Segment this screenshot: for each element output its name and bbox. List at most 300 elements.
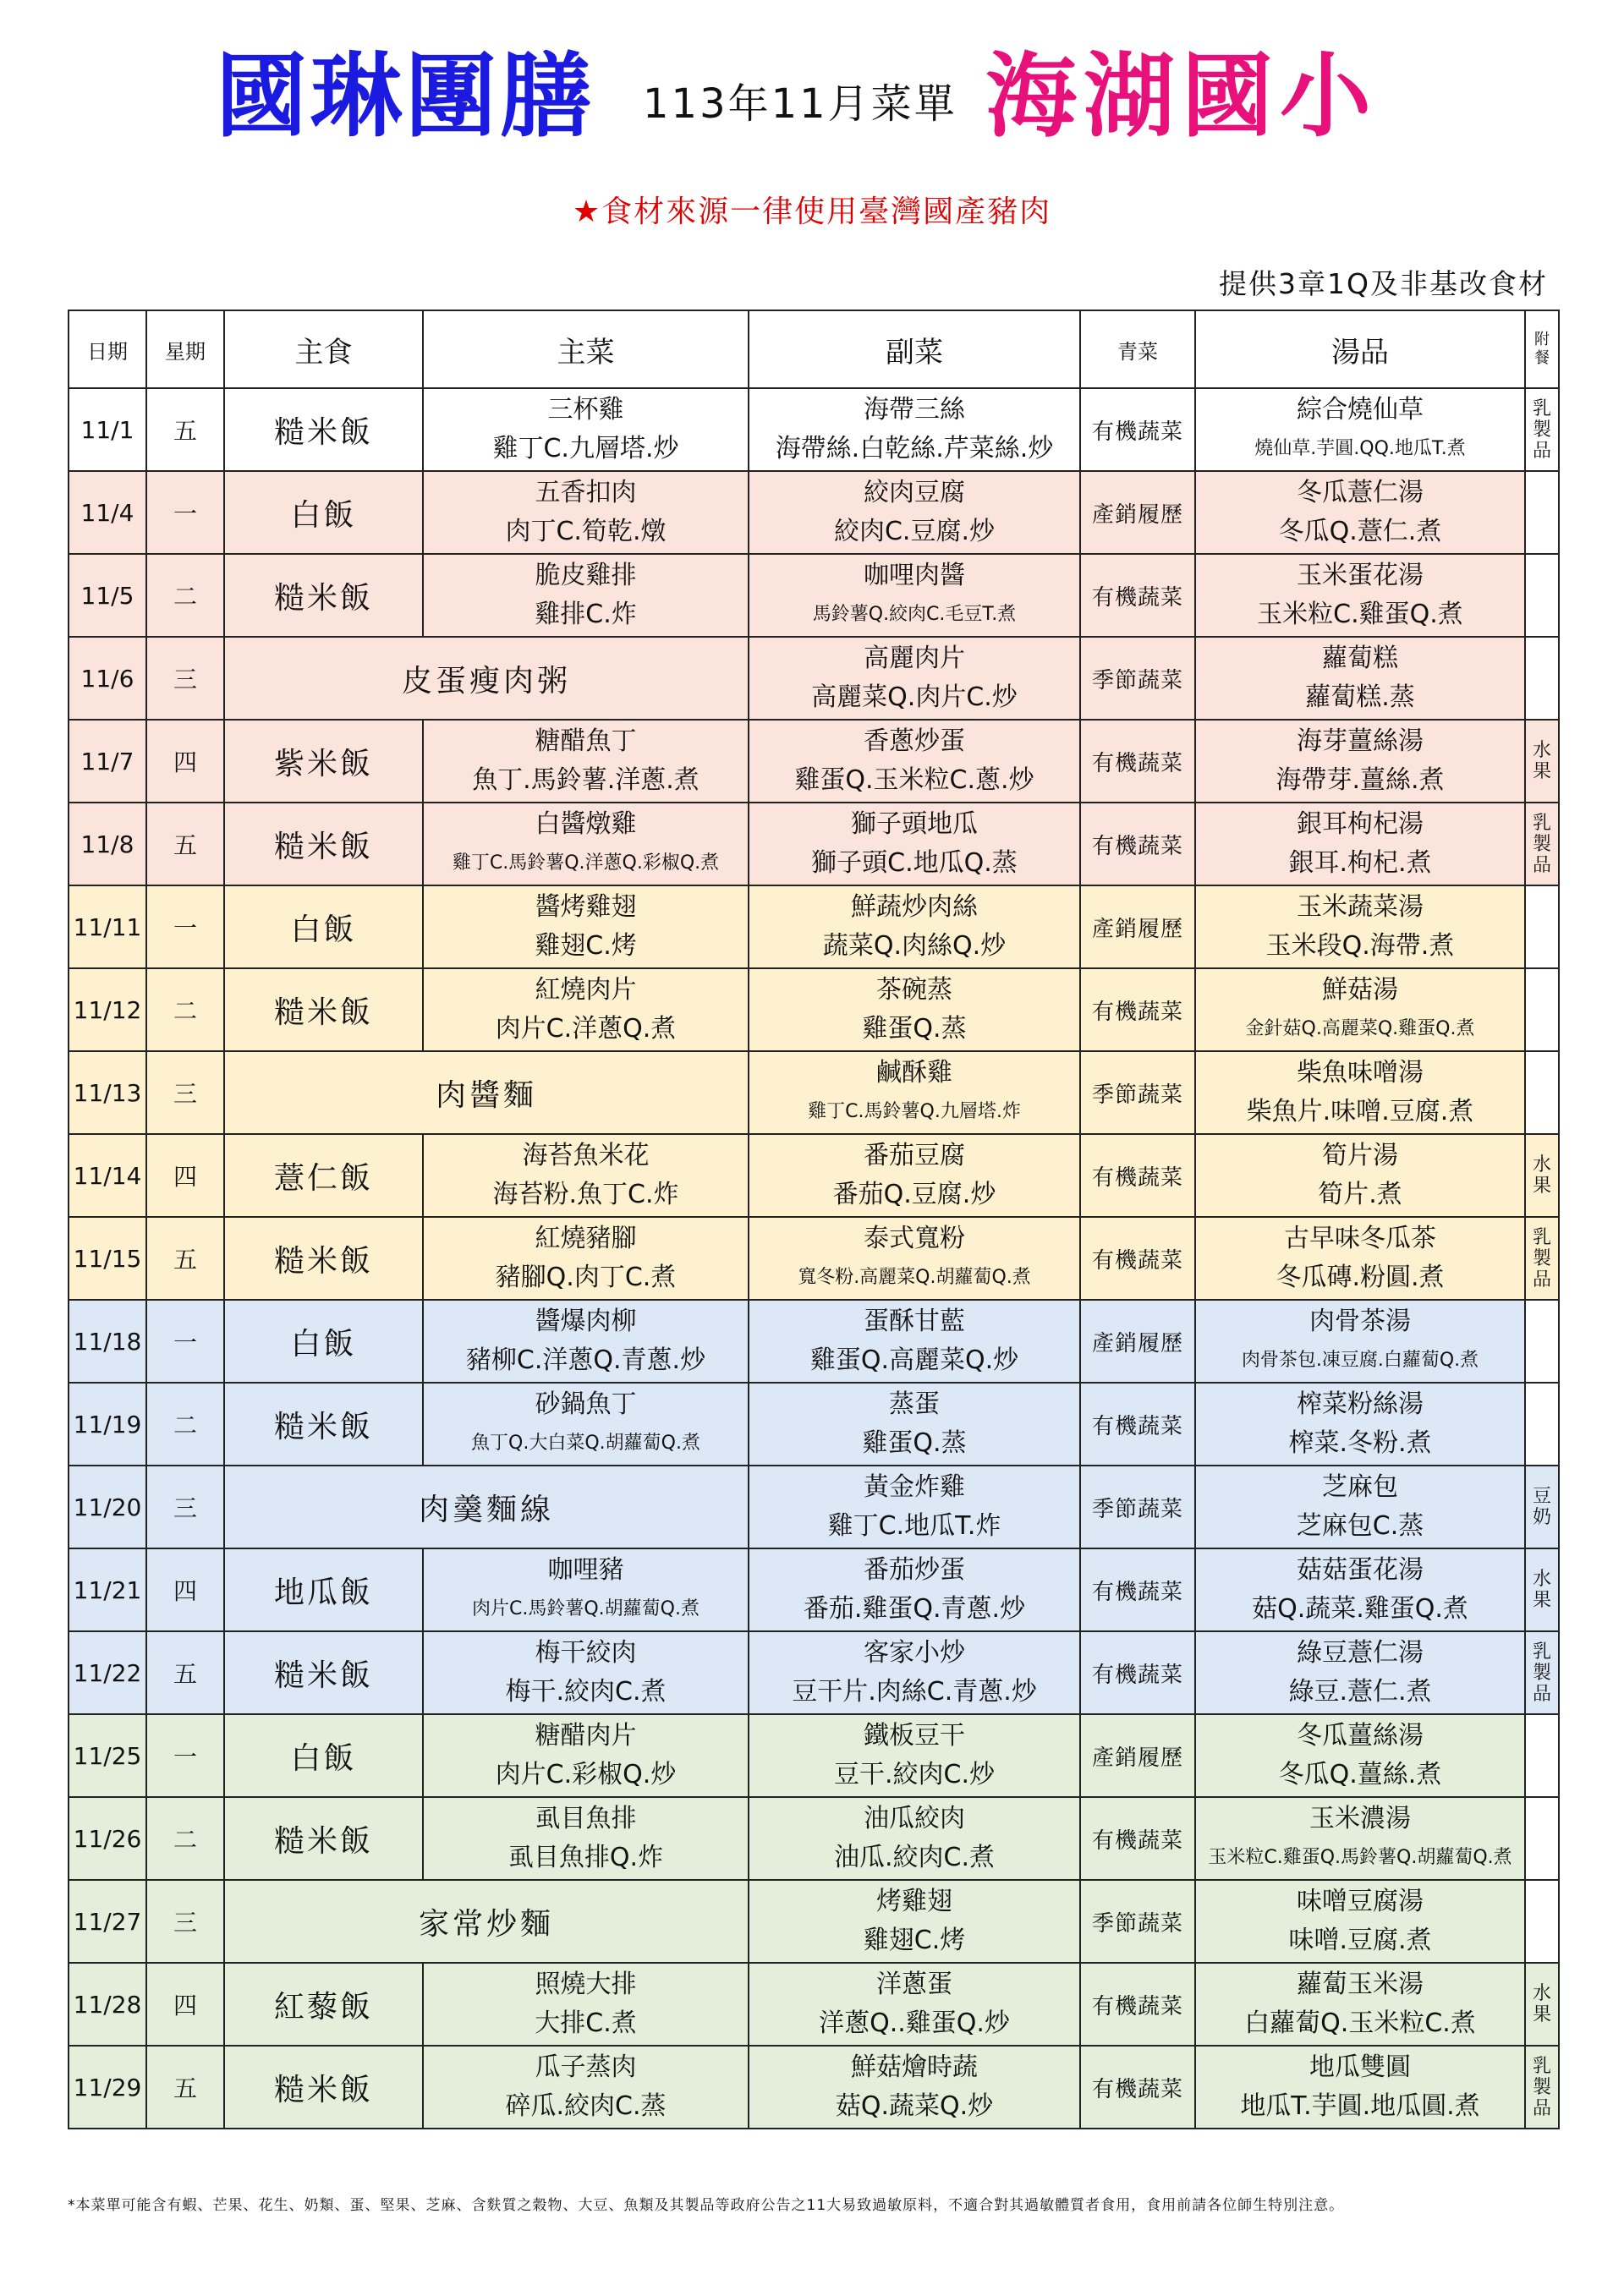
side-dish-name: 番茄炒蛋	[864, 1555, 965, 1585]
side-dish-ingredients: 雞蛋Q.蒸	[862, 1014, 967, 1044]
col-veg: 青菜	[1080, 310, 1195, 388]
side-dish-name: 洋蔥蛋	[876, 1970, 952, 1999]
date-cell: 11/21	[69, 1548, 146, 1631]
side-dish-cell	[749, 803, 1080, 885]
staple-cell: 紫米飯	[224, 720, 423, 803]
main-dish-ingredients: 魚丁Q.大白菜Q.胡蘿蔔Q.煮	[471, 1433, 700, 1454]
soup-name: 鮮菇湯	[1322, 975, 1398, 1005]
main-dish-name: 瓜子蒸肉	[535, 2052, 637, 2082]
main-dish-name: 醬爆肉柳	[535, 1307, 637, 1336]
staple-cell: 白飯	[224, 471, 423, 554]
table-row	[69, 1466, 1559, 1548]
soup-ingredients: 玉米段Q.海帶.煮	[1265, 931, 1455, 961]
soup-name: 蘿蔔玉米湯	[1297, 1970, 1424, 1999]
extra-cell	[1525, 1548, 1559, 1631]
main-dish-cell	[423, 1548, 749, 1631]
side-dish-cell	[749, 1631, 1080, 1714]
main-dish-name: 紅燒肉片	[535, 975, 637, 1005]
soup-ingredients: 金針菇Q.高麗菜Q.雞蛋Q.煮	[1245, 1018, 1475, 1039]
soup-name: 榨菜粉絲湯	[1297, 1389, 1424, 1419]
vegetable-cell: 有機蔬菜	[1080, 1797, 1195, 1880]
soup-cell	[1195, 1880, 1525, 1963]
side-dish-name: 獅子頭地瓜	[851, 809, 978, 839]
weekday-cell: 一	[146, 471, 224, 554]
staple-cell: 糙米飯	[224, 1797, 423, 1880]
table-row	[69, 885, 1559, 968]
soup-name: 古早味冬瓜茶	[1284, 1224, 1436, 1253]
main-dish-cell	[423, 968, 749, 1051]
weekday-cell: 二	[146, 1383, 224, 1466]
col-staple: 主食	[224, 310, 423, 388]
main-dish-ingredients: 雞翅C.烤	[535, 931, 637, 961]
soup-cell	[1195, 1963, 1525, 2046]
extra-cell	[1525, 1797, 1559, 1880]
menu-table	[68, 310, 1560, 2129]
side-dish-name: 黃金炸雞	[864, 1472, 965, 1502]
weekday-cell: 五	[146, 2046, 224, 2129]
main-dish-cell	[423, 1217, 749, 1300]
soup-cell	[1195, 1548, 1525, 1631]
date-cell: 11/7	[69, 720, 146, 803]
main-dish-ingredients: 魚丁.馬鈴薯.洋蔥.煮	[472, 765, 700, 795]
side-dish-cell	[749, 720, 1080, 803]
main-dish-ingredients: 雞丁C.九層塔.炒	[492, 434, 679, 463]
main-dish-cell	[423, 1797, 749, 1880]
soup-ingredients: 冬瓜Q.薏仁.煮	[1278, 517, 1442, 546]
soup-ingredients: 菇Q.蔬菜.雞蛋Q.煮	[1252, 1594, 1468, 1624]
extra-label: 水果	[1533, 1983, 1552, 2025]
side-dish-ingredients: 雞丁C.地瓜T.炸	[827, 1511, 1001, 1541]
side-dish-ingredients: 油瓜.絞肉C.煮	[833, 1843, 996, 1872]
staple-cell: 肉醬麵	[224, 1051, 749, 1134]
col-extra	[1525, 310, 1559, 388]
extra-label: 豆奶	[1533, 1486, 1552, 1528]
col-main: 主菜	[423, 310, 749, 388]
staple-cell: 糙米飯	[224, 554, 423, 637]
extra-cell	[1525, 388, 1559, 471]
date-cell: 11/1	[69, 388, 146, 471]
main-dish-cell	[423, 1383, 749, 1466]
staple-cell: 紅藜飯	[224, 1963, 423, 2046]
extra-cell	[1525, 1631, 1559, 1714]
main-dish-name: 梅干絞肉	[535, 1638, 637, 1668]
date-cell: 11/4	[69, 471, 146, 554]
extra-cell	[1525, 1466, 1559, 1548]
weekday-cell: 二	[146, 968, 224, 1051]
weekday-cell: 二	[146, 1797, 224, 1880]
extra-cell	[1525, 554, 1559, 637]
soup-cell	[1195, 720, 1525, 803]
main-dish-cell	[423, 885, 749, 968]
table-row	[69, 637, 1559, 720]
main-dish-cell	[423, 1300, 749, 1383]
side-dish-cell	[749, 885, 1080, 968]
soup-ingredients: 蘿蔔糕.蒸	[1305, 682, 1415, 712]
main-dish-ingredients: 大排C.煮	[535, 2008, 637, 2038]
date-cell: 11/22	[69, 1631, 146, 1714]
side-dish-cell	[749, 388, 1080, 471]
side-dish-ingredients: 雞翅C.烤	[863, 1926, 966, 1955]
soup-cell	[1195, 1134, 1525, 1217]
soup-ingredients: 海帶芽.薑絲.煮	[1276, 765, 1445, 795]
soup-name: 菇菇蛋花湯	[1297, 1555, 1424, 1585]
vegetable-cell: 產銷履歷	[1080, 1300, 1195, 1383]
side-dish-cell	[749, 637, 1080, 720]
main-dish-name: 照燒大排	[535, 1970, 637, 1999]
side-dish-cell	[749, 471, 1080, 554]
vegetable-cell: 季節蔬菜	[1080, 1466, 1195, 1548]
vegetable-cell: 季節蔬菜	[1080, 1880, 1195, 1963]
table-row	[69, 1631, 1559, 1714]
col-extra-label: 附餐	[1534, 331, 1550, 367]
table-row	[69, 720, 1559, 803]
main-dish-ingredients: 雞排C.炸	[535, 600, 637, 629]
main-dish-ingredients: 肉丁C.筍乾.燉	[505, 517, 667, 546]
extra-label: 乳製品	[1533, 397, 1552, 462]
soup-name: 味噌豆腐湯	[1297, 1887, 1424, 1916]
soup-cell	[1195, 968, 1525, 1051]
soup-cell	[1195, 2046, 1525, 2129]
table-row	[69, 1548, 1559, 1631]
menu-body	[69, 388, 1559, 2129]
soup-ingredients: 肉骨茶包.凍豆腐.白蘿蔔Q.煮	[1241, 1350, 1479, 1371]
side-dish-ingredients: 雞蛋Q.玉米粒C.蔥.炒	[794, 765, 1034, 795]
side-dish-cell	[749, 1466, 1080, 1548]
main-dish-cell	[423, 720, 749, 803]
vegetable-cell: 產銷履歷	[1080, 885, 1195, 968]
date-cell: 11/13	[69, 1051, 146, 1134]
side-dish-name: 鹹酥雞	[876, 1058, 952, 1088]
vegetable-cell: 有機蔬菜	[1080, 1217, 1195, 1300]
side-dish-cell	[749, 1134, 1080, 1217]
vegetable-cell: 產銷履歷	[1080, 471, 1195, 554]
weekday-cell: 五	[146, 388, 224, 471]
extra-label: 水果	[1533, 1569, 1552, 1611]
weekday-cell: 四	[146, 1963, 224, 2046]
soup-ingredients: 地瓜T.芋圓.地瓜圓.煮	[1240, 2091, 1480, 2121]
soup-name: 地瓜雙圓	[1309, 2052, 1411, 2082]
staple-cell: 薏仁飯	[224, 1134, 423, 1217]
side-dish-ingredients: 蔬菜Q.肉絲Q.炒	[822, 931, 1007, 961]
soup-cell	[1195, 1797, 1525, 1880]
weekday-cell: 四	[146, 720, 224, 803]
side-dish-name: 烤雞翅	[876, 1887, 952, 1916]
soup-cell	[1195, 637, 1525, 720]
vegetable-cell: 有機蔬菜	[1080, 1383, 1195, 1466]
soup-ingredients: 柴魚片.味噌.豆腐.煮	[1246, 1097, 1474, 1126]
side-dish-name: 番茄豆腐	[864, 1141, 965, 1170]
staple-cell: 糙米飯	[224, 2046, 423, 2129]
soup-name: 蘿蔔糕	[1322, 644, 1398, 673]
soup-name: 肉骨茶湯	[1309, 1307, 1411, 1336]
soup-cell	[1195, 803, 1525, 885]
extra-cell	[1525, 720, 1559, 803]
main-dish-name: 咖哩豬	[547, 1555, 624, 1585]
staple-cell: 糙米飯	[224, 388, 423, 471]
vegetable-cell: 有機蔬菜	[1080, 554, 1195, 637]
side-dish-cell	[749, 1548, 1080, 1631]
header	[0, 42, 1624, 152]
side-dish-cell	[749, 1963, 1080, 2046]
table-row	[69, 1134, 1559, 1217]
soup-name: 冬瓜薏仁湯	[1297, 478, 1424, 507]
table-row	[69, 1300, 1559, 1383]
extra-cell	[1525, 471, 1559, 554]
side-dish-name: 客家小炒	[864, 1638, 965, 1668]
date-cell: 11/20	[69, 1466, 146, 1548]
soup-cell	[1195, 1631, 1525, 1714]
weekday-cell: 五	[146, 803, 224, 885]
main-dish-cell	[423, 1963, 749, 2046]
side-dish-cell	[749, 1300, 1080, 1383]
col-side: 副菜	[749, 310, 1080, 388]
weekday-cell: 五	[146, 1631, 224, 1714]
soup-ingredients: 冬瓜Q.薑絲.煮	[1278, 1760, 1442, 1789]
extra-label: 乳製品	[1533, 1641, 1552, 1705]
soup-name: 柴魚味噌湯	[1297, 1058, 1424, 1088]
soup-name: 芝麻包	[1322, 1472, 1398, 1502]
table-row	[69, 1797, 1559, 1880]
extra-cell	[1525, 1963, 1559, 2046]
vegetable-cell: 季節蔬菜	[1080, 637, 1195, 720]
weekday-cell: 三	[146, 1051, 224, 1134]
main-dish-cell	[423, 554, 749, 637]
staple-cell: 糙米飯	[224, 968, 423, 1051]
extra-cell	[1525, 1383, 1559, 1466]
main-dish-name: 脆皮雞排	[535, 561, 637, 590]
side-dish-ingredients: 寬冬粉.高麗菜Q.胡蘿蔔Q.煮	[798, 1267, 1031, 1288]
staple-cell: 糙米飯	[224, 803, 423, 885]
main-dish-ingredients: 豬柳C.洋蔥Q.青蔥.炒	[465, 1345, 706, 1375]
vegetable-cell: 產銷履歷	[1080, 1714, 1195, 1797]
brand-title: 國琳團膳	[216, 44, 595, 150]
staple-cell: 糙米飯	[224, 1217, 423, 1300]
extra-label: 乳製品	[1533, 2055, 1552, 2119]
side-dish-cell	[749, 1383, 1080, 1466]
extra-cell	[1525, 1217, 1559, 1300]
soup-name: 玉米蛋花湯	[1297, 561, 1424, 590]
soup-name: 冬瓜薑絲湯	[1297, 1721, 1424, 1751]
extra-cell	[1525, 1300, 1559, 1383]
pork-notice: ★食材來源一律使用臺灣國產豬肉	[572, 195, 1052, 229]
date-cell: 11/15	[69, 1217, 146, 1300]
staple-cell: 白飯	[224, 1300, 423, 1383]
soup-ingredients: 芝麻包C.蒸	[1296, 1511, 1424, 1541]
soup-cell	[1195, 388, 1525, 471]
side-dish-name: 鮮菇燴時蔬	[851, 2052, 978, 2082]
side-dish-name: 鮮蔬炒肉絲	[851, 892, 978, 922]
weekday-cell: 一	[146, 885, 224, 968]
main-dish-cell	[423, 388, 749, 471]
side-dish-cell	[749, 1880, 1080, 1963]
soup-cell	[1195, 1714, 1525, 1797]
soup-ingredients: 味噌.豆腐.煮	[1288, 1926, 1432, 1955]
main-dish-cell	[423, 471, 749, 554]
main-dish-ingredients: 梅干.絞肉C.煮	[505, 1677, 667, 1707]
weekday-cell: 四	[146, 1134, 224, 1217]
weekday-cell: 二	[146, 554, 224, 637]
side-dish-name: 蛋酥甘藍	[864, 1307, 965, 1336]
side-dish-ingredients: 雞丁C.馬鈴薯Q.九層塔.炸	[808, 1101, 1021, 1122]
extra-cell	[1525, 885, 1559, 968]
table-row	[69, 388, 1559, 471]
date-cell: 11/14	[69, 1134, 146, 1217]
table-row	[69, 1963, 1559, 2046]
vegetable-cell: 有機蔬菜	[1080, 720, 1195, 803]
soup-ingredients: 白蘿蔔Q.玉米粒C.煮	[1244, 2008, 1476, 2038]
side-dish-ingredients: 雞蛋Q.高麗菜Q.炒	[809, 1345, 1019, 1375]
soup-ingredients: 玉米粒C.雞蛋Q.煮	[1257, 600, 1463, 629]
staple-cell: 皮蛋瘦肉粥	[224, 637, 749, 720]
side-dish-name: 海帶三絲	[864, 395, 965, 425]
staple-cell: 白飯	[224, 1714, 423, 1797]
table-row	[69, 968, 1559, 1051]
side-dish-ingredients: 高麗菜Q.肉片C.炒	[811, 682, 1018, 712]
side-dish-ingredients: 番茄Q.豆腐.炒	[832, 1180, 996, 1209]
col-soup: 湯品	[1195, 310, 1525, 388]
soup-ingredients: 燒仙草.芋圓.QQ.地瓜T.煮	[1254, 438, 1466, 459]
main-dish-ingredients: 豬腳Q.肉丁C.煮	[495, 1263, 677, 1292]
staple-cell: 糙米飯	[224, 1383, 423, 1466]
soup-cell	[1195, 1051, 1525, 1134]
date-cell: 11/6	[69, 637, 146, 720]
menu-title: 113年11月菜單	[643, 80, 957, 128]
side-dish-ingredients: 海帶絲.白乾絲.芹菜絲.炒	[775, 434, 1054, 463]
extra-cell	[1525, 1714, 1559, 1797]
date-cell: 11/8	[69, 803, 146, 885]
soup-cell	[1195, 1466, 1525, 1548]
table-header-row	[69, 310, 1559, 388]
table-row	[69, 1383, 1559, 1466]
date-cell: 11/29	[69, 2046, 146, 2129]
date-cell: 11/26	[69, 1797, 146, 1880]
extra-cell	[1525, 1051, 1559, 1134]
main-dish-name: 三杯雞	[547, 395, 624, 425]
vegetable-cell: 有機蔬菜	[1080, 388, 1195, 471]
soup-cell	[1195, 1300, 1525, 1383]
date-cell: 11/11	[69, 885, 146, 968]
table-row	[69, 554, 1559, 637]
vegetable-cell: 有機蔬菜	[1080, 1134, 1195, 1217]
soup-ingredients: 冬瓜磚.粉圓.煮	[1276, 1263, 1445, 1292]
soup-ingredients: 筍片.煮	[1318, 1180, 1402, 1209]
extra-label: 乳製品	[1533, 812, 1552, 876]
extra-label: 水果	[1533, 1154, 1552, 1197]
side-dish-name: 高麗肉片	[864, 644, 965, 673]
weekday-cell: 三	[146, 1466, 224, 1548]
main-dish-ingredients: 肉片C.馬鈴薯Q.胡蘿蔔Q.煮	[472, 1598, 700, 1619]
side-dish-ingredients: 菇Q.蔬菜Q.炒	[835, 2091, 994, 2121]
side-dish-ingredients: 獅子頭C.地瓜Q.蒸	[811, 848, 1018, 878]
staple-cell: 地瓜飯	[224, 1548, 423, 1631]
side-dish-name: 香蔥炒蛋	[864, 726, 965, 756]
vegetable-cell: 有機蔬菜	[1080, 2046, 1195, 2129]
col-date: 日期	[69, 310, 146, 388]
table-row	[69, 2046, 1559, 2129]
soup-ingredients: 綠豆.薏仁.煮	[1288, 1677, 1432, 1707]
soup-cell	[1195, 1217, 1525, 1300]
extra-cell	[1525, 2046, 1559, 2129]
main-dish-name: 海苔魚米花	[522, 1141, 650, 1170]
date-cell: 11/12	[69, 968, 146, 1051]
main-dish-ingredients: 碎瓜.絞肉C.蒸	[505, 2091, 667, 2121]
side-dish-name: 茶碗蒸	[876, 975, 952, 1005]
main-dish-name: 紅燒豬腳	[535, 1224, 637, 1253]
side-dish-ingredients: 馬鈴薯Q.絞肉C.毛豆T.煮	[812, 604, 1017, 625]
date-cell: 11/25	[69, 1714, 146, 1797]
side-dish-ingredients: 雞蛋Q.蒸	[862, 1428, 967, 1458]
main-dish-cell	[423, 803, 749, 885]
side-dish-name: 鐵板豆干	[864, 1721, 965, 1751]
side-dish-ingredients: 絞肉C.豆腐.炒	[833, 517, 996, 546]
vegetable-cell: 有機蔬菜	[1080, 1631, 1195, 1714]
table-row	[69, 1880, 1559, 1963]
table-row	[69, 1217, 1559, 1300]
weekday-cell: 一	[146, 1714, 224, 1797]
weekday-cell: 三	[146, 637, 224, 720]
soup-name: 玉米濃湯	[1309, 1804, 1411, 1833]
side-dish-name: 蒸蛋	[889, 1389, 940, 1419]
extra-cell	[1525, 1880, 1559, 1963]
main-dish-cell	[423, 1134, 749, 1217]
soup-cell	[1195, 1383, 1525, 1466]
main-dish-name: 虱目魚排	[535, 1804, 637, 1833]
extra-label: 水果	[1533, 740, 1552, 782]
weekday-cell: 四	[146, 1548, 224, 1631]
extra-cell	[1525, 968, 1559, 1051]
main-dish-ingredients: 雞丁C.馬鈴薯Q.洋蔥Q.彩椒Q.煮	[452, 852, 720, 874]
ingredient-note: 提供3章1Q及非基改食材	[1219, 267, 1548, 300]
date-cell: 11/18	[69, 1300, 146, 1383]
soup-name: 筍片湯	[1322, 1141, 1398, 1170]
side-dish-ingredients: 豆干片.肉絲C.青蔥.炒	[792, 1677, 1037, 1707]
side-dish-cell	[749, 1051, 1080, 1134]
extra-label: 乳製品	[1533, 1226, 1552, 1290]
extra-cell	[1525, 1134, 1559, 1217]
table-row	[69, 803, 1559, 885]
staple-cell: 肉羹麵線	[224, 1466, 749, 1548]
table-row	[69, 1051, 1559, 1134]
main-dish-name: 糖醋肉片	[535, 1721, 637, 1751]
date-cell: 11/19	[69, 1383, 146, 1466]
main-dish-name: 糖醋魚丁	[535, 726, 637, 756]
weekday-cell: 一	[146, 1300, 224, 1383]
main-dish-cell	[423, 1714, 749, 1797]
side-dish-cell	[749, 1714, 1080, 1797]
staple-cell: 糙米飯	[224, 1631, 423, 1714]
extra-cell	[1525, 637, 1559, 720]
weekday-cell: 五	[146, 1217, 224, 1300]
main-dish-name: 砂鍋魚丁	[535, 1389, 637, 1419]
vegetable-cell: 有機蔬菜	[1080, 803, 1195, 885]
extra-cell	[1525, 803, 1559, 885]
vegetable-cell: 有機蔬菜	[1080, 1963, 1195, 2046]
staple-cell: 白飯	[224, 885, 423, 968]
main-dish-ingredients: 海苔粉.魚丁C.炸	[492, 1180, 679, 1209]
date-cell: 11/27	[69, 1880, 146, 1963]
soup-ingredients: 玉米粒C.雞蛋Q.馬鈴薯Q.胡蘿蔔Q.煮	[1208, 1847, 1512, 1868]
table-row	[69, 1714, 1559, 1797]
main-dish-name: 白醬燉雞	[535, 809, 637, 839]
side-dish-name: 泰式寬粉	[864, 1224, 965, 1253]
col-dow: 星期	[146, 310, 224, 388]
main-dish-ingredients: 肉片C.洋蔥Q.煮	[495, 1014, 677, 1044]
soup-name: 銀耳枸杞湯	[1297, 809, 1424, 839]
side-dish-name: 咖哩肉醬	[864, 561, 965, 590]
main-dish-ingredients: 虱目魚排Q.炸	[508, 1843, 664, 1872]
date-cell: 11/5	[69, 554, 146, 637]
side-dish-name: 絞肉豆腐	[864, 478, 965, 507]
